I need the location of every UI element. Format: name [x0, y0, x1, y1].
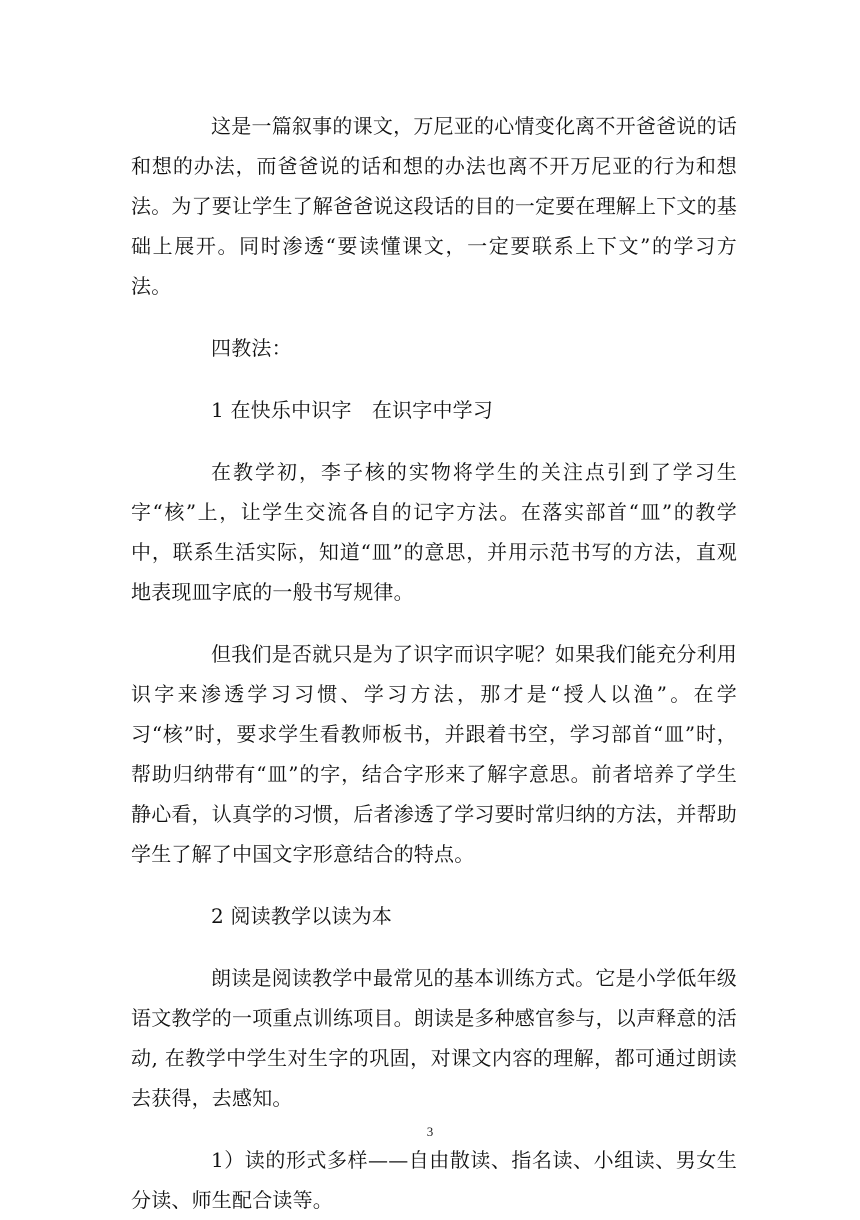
subheading-reading-teaching: 2 阅读教学以读为本: [211, 904, 393, 928]
paragraph-spacer: [131, 430, 737, 452]
paragraph-lesson-analysis: 这是一篇叙事的课文，万尼亚的心情变化离不开爸爸说的话和想的办法，而爸爸说的话和想的办法也离不开万尼亚的行为和想法。为了要让学生了解爸爸说这段话的目的一定要在理解上下文的基础上展开。同时渗透“要读懂课文，一定要联系上下文”的学习方法。: [131, 114, 737, 298]
paragraph-spacer: [131, 612, 737, 634]
paragraph-reading-aloud: 朗读是阅读教学中最常见的基本训练方式。它是小学低年级语文教学的一项重点训练项目。朗读是多种感官参与，以声释意的活动, 在教学中学生对生字的巩固，对课文内容的理解，都可通过朗读去获得，去感知。: [131, 966, 737, 1110]
document-body: [131, 106, 737, 1220]
paragraph-spacer: [131, 306, 737, 328]
subheading-literacy-learning: 1 在快乐中识字 在识字中学习: [211, 398, 494, 422]
paragraph-spacer: [131, 368, 737, 390]
page-number: 3: [426, 1124, 434, 1139]
paragraph-reading-forms: 1）读的形式多样——自由散读、指名读、小组读、男女生分读、师生配合读等。: [131, 1148, 737, 1212]
section-heading-teaching-methods: 四教法：: [211, 336, 292, 360]
paragraph-spacer: [131, 874, 737, 896]
paragraph-spacer: [131, 936, 737, 958]
paragraph-character-teaching: 在教学初，李子核的实物将学生的关注点引到了学习生字“核”上，让学生交流各自的记字方法。在落实部首“皿”的教学中，联系生活实际，知道“皿”的意思，并用示范书写的方法，直观地表现皿字底的一般书写规律。: [131, 460, 737, 604]
paragraph-learning-habits: 但我们是否就只是为了识字而识字呢？如果我们能充分利用识字来渗透学习习惯、学习方法，那才是“授人以渔”。在学习“核”时，要求学生看教师板书，并跟着书空，学习部首“皿”时，帮助归纳带有“皿”的字，结合字形来了解字意思。前者培养了学生静心看，认真学的习惯，后者渗透了学习要时常归纳的方法，并帮助学生了解了中国文字形意结合的特点。: [131, 642, 737, 866]
